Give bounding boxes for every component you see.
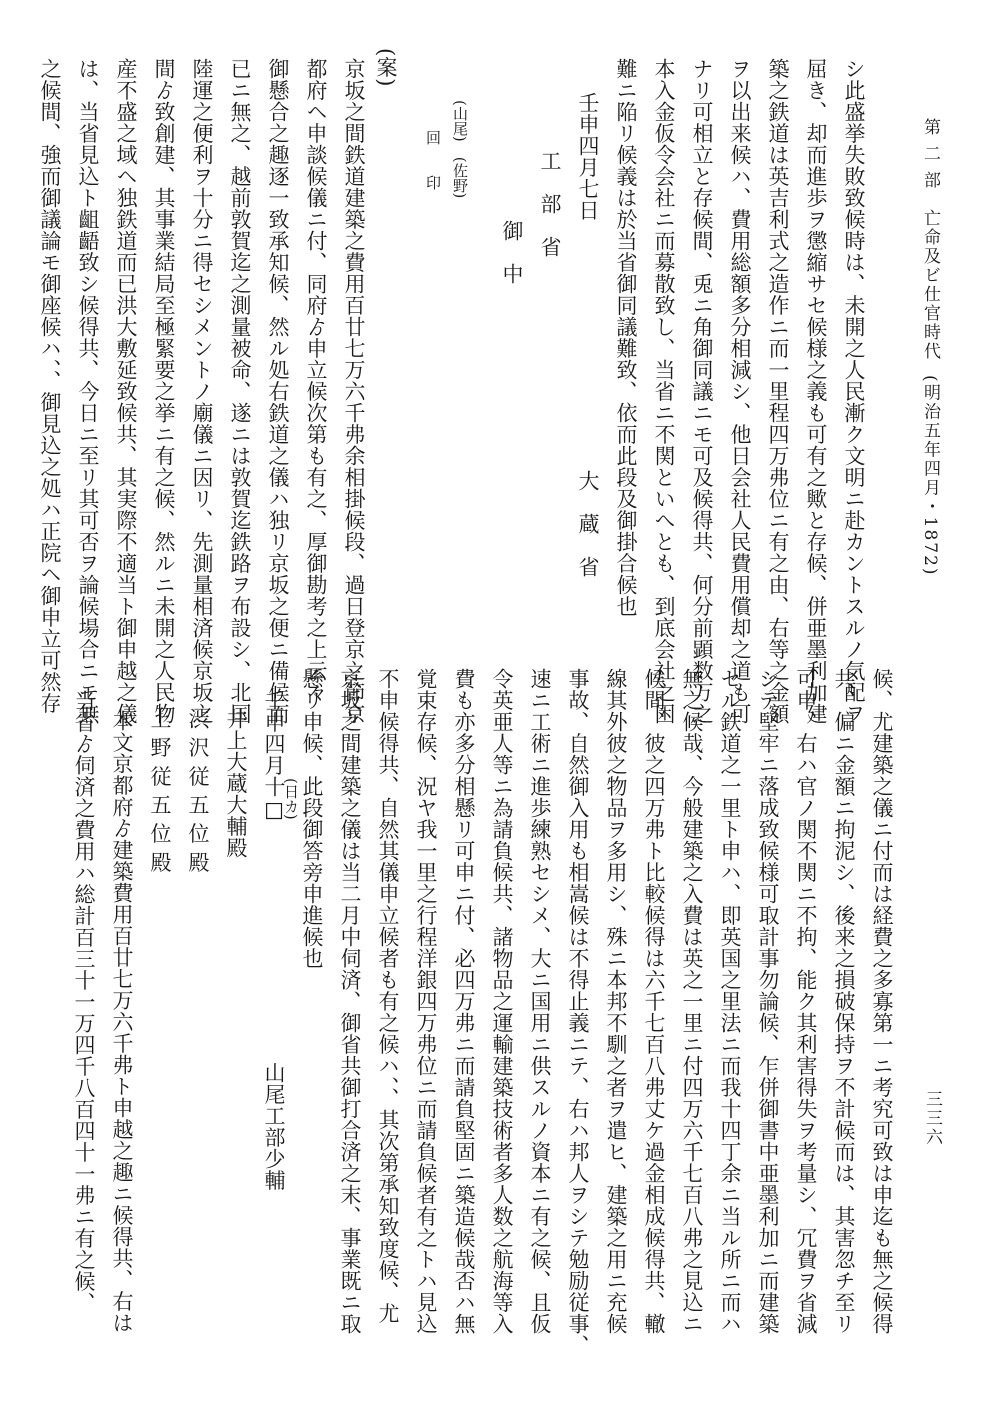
text-column: 共、偏ニ金額ニ拘泥シ、後来之損破保持ヲ不計候而は、其害忽チ至リ [832, 668, 856, 1335]
text-column: 之候間、強而御議論モ御座候ハ、、御見込之処ハ正院ヘ御申立可然存 [38, 58, 62, 714]
text-column: 線其外彼之物品ヲ多用シ、殊ニ本邦不馴之者ヲ遣ヒ、建築之用ニ充候 [604, 668, 628, 1335]
text-column: 本入金仮令会社ニ而募散致し、当省ニ不関といへとも、到底会社之困 [652, 58, 676, 725]
seal-names: (山尾) (佐野) [451, 100, 469, 199]
text-column: 不申候得共、自然其儀申立候者も有之候ハ、、其次第承知致度候、尤 [376, 668, 400, 1324]
addressee-ueno: 上 野 従 五 位 殿 [148, 708, 172, 873]
addressee-onchu: 御 中 [500, 220, 524, 285]
draft-mark: (案) [374, 48, 398, 87]
text-column: シテ堅牢ニ落成致候様可取計事勿論候、乍併御書中亜墨利加ニ而建築 [756, 668, 780, 1335]
text-column: 候間、彼之四万弗ト比較候得は六千七百八弗丈ケ過金相成候得共、轍 [642, 668, 666, 1335]
addressee-shibusawa: 渋 沢 従 五 位 殿 [186, 708, 210, 873]
text-column: 産不盛之域ヘ独鉄道而已洪大敷延致候共、其実際不適当ト御申越之儀 [114, 58, 138, 725]
addressee-inoue: 井上大蔵大輔殿 [224, 708, 248, 859]
sender-yamao: 山尾工部少輔 [262, 1062, 286, 1191]
part-title: 第 二 部 亡命及ビ仕官時代 [920, 118, 940, 361]
text-column: シ此盛挙失敗致候時は、未開之人民漸ク文明ニ赴カントスルノ気配ヲ [842, 58, 866, 725]
date-note: (日カ) [282, 778, 300, 820]
era-label: (明治五年四月・1872) [920, 374, 940, 577]
text-column: 候、尤建築之儀ニ付而は経費之多寡第一ニ考究可致は申迄も無之候得 [870, 668, 894, 1335]
text-column: 懸リ申候、此段御答旁申進候也 [300, 668, 324, 969]
text-column: 陸運之便利ヲ十分ニ得セシメントノ廟儀ニ因リ、先測量相済候京坂之 [190, 58, 214, 725]
text-column: 覚束存候、況ヤ我一里之行程洋銀四万弗位ニ而請負候者有之トハ見込 [414, 668, 438, 1335]
sender-okura: 大 蔵 省 [576, 470, 600, 578]
text-column: 都府ヘ申談候儀ニ付、同府ゟ申立候次第も有之、厚御勘考之上云々 [304, 58, 328, 703]
running-header [920, 118, 940, 576]
text-column: 令英亜人等ニ為請負候共、諸物品之運輸建築技術者多人数之航海等入 [490, 668, 514, 1335]
text-column: 費も亦多分相懸リ可申ニ付、必四万弗ニ而請負堅固ニ築造候哉否ハ無 [452, 668, 476, 1335]
text-column: 速ニ工術ニ進歩練熟セシメ、大ニ国用ニ供スルノ資本ニ有之候、且仮 [528, 668, 552, 1335]
text-column: ナリ可相立と存候間、兎ニ角御同議ニモ可及候得共、何分前顕数万之 [690, 58, 714, 725]
text-column: 本文京都府ゟ建築費用百廿七万六千弗ト申越之趣ニ候得共、右は [110, 710, 134, 1334]
text-column: ヲ以出来候ハ、費用総額多分相減シ、他日会社人民費用償却之道も可 [728, 58, 752, 725]
text-column: 無之候哉、今般建築之入費は英之一里ニ付四万六千七百八弗之見込ニ [680, 668, 704, 1335]
letter-date: 壬申四月七日 [576, 92, 600, 221]
page-number: 三三六 [922, 1090, 942, 1147]
text-column: 京坂之間建築之儀は当二月中伺済、御省共御打合済之末、事業既ニ取 [338, 668, 362, 1335]
text-column: 難ニ陥リ候義は於当省御同議難致、依而此段及御掛合候也 [614, 58, 638, 617]
seal-marks: 回 印 [424, 130, 442, 190]
text-column: 京坂之間鉄道建築之費用百廿七万六千弗余相掛候段、過日登京之節京 [342, 58, 366, 725]
addressee-kobu: 工 部 省 [538, 150, 562, 258]
text-column: 可申、右ハ官ノ関不関ニ不拘、能ク其利害得失ヲ考量シ、冗費ヲ省減 [794, 668, 818, 1335]
text-column: セル鉄道之一里ト申ハ、即英国之里法ニ而我十四丁余ニ当ル所ニ而ハ [718, 668, 742, 1335]
text-column: 事故、自然御入用も相嵩候は不得止義ニテ、右ハ邦人ヲシテ勉励従事、 [566, 668, 590, 1356]
reply-date: 壬申四月十□ [262, 690, 286, 822]
text-column: は、当省見込ト齟齬致シ候得共、今日ニ至リ其可否ヲ論候場合ニモ無 [76, 58, 100, 725]
text-column: 当省ゟ伺済之費用ハ総計百三十一万四千八百四十一弗ニ有之候、 [72, 690, 96, 1314]
text-column: 築之鉄道は英吉利式之造作ニ而一里程四万弗位ニ有之由、右等之金額 [766, 58, 790, 725]
text-column: 間ゟ致創建、其事業結局至極緊要之挙ニ有之候、然ルニ未開之人民物 [152, 58, 176, 725]
text-column: 已ニ無之、越前敦賀迄之測量被命、遂ニは敦賀迄鉄路ヲ布設シ、北国 [228, 58, 252, 725]
text-column: 御懸合之趣逐一致承知候、然ル処右鉄道之儀ハ独リ京坂之便ニ備候而 [266, 58, 290, 725]
text-column: 屈き、却而進歩ヲ懲縮サセ候様之義も可有之歟と存候、併亜墨利加建 [804, 58, 828, 725]
